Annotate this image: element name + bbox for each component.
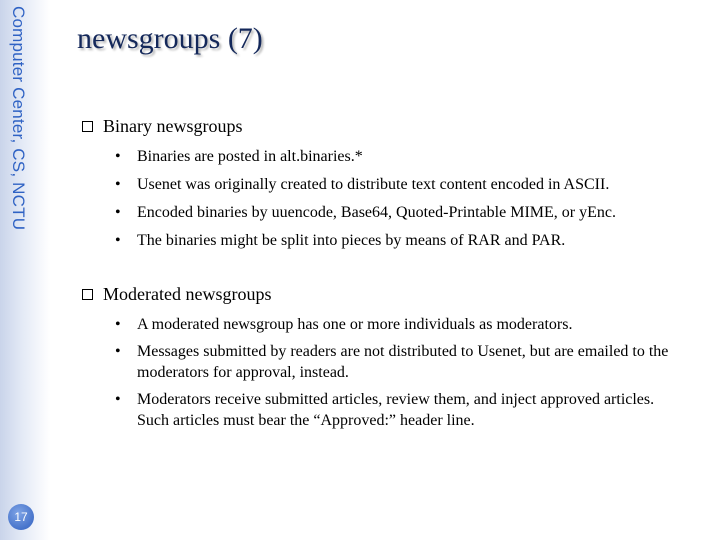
bullet-dot-icon: • [115,204,121,221]
bullet-dot-icon: • [115,343,121,360]
slide-title: newsgroups (7) [77,22,263,55]
section-binary-newsgroups [82,116,616,258]
bullet-list [82,146,616,251]
bullet-dot-icon: • [115,316,121,333]
bullet-text: Encoded binaries by uuencode, Base64, Quoted-Printable MIME, or yEnc. [137,204,616,221]
bullet-text: Messages submitted by readers are not distributed to Usenet, but are emailed to the moderators for approval, instead. [137,343,669,381]
list-item [82,174,616,195]
list-item [82,341,703,383]
bullet-text: Usenet was originally created to distribute text content encoded in ASCII. [137,176,610,193]
section-heading [82,284,703,305]
list-item [82,230,616,251]
bullet-text: A moderated newsgroup has one or more individuals as moderators. [137,316,573,333]
list-item [82,202,616,223]
bullet-text: Moderators receive submitted articles, review them, and inject approved articles. Such articles must bear the “Approved:” header line. [137,391,655,429]
bullet-dot-icon: • [115,148,121,165]
sidebar-org-label: Computer Center, CS, NCTU [9,6,28,231]
sidebar [0,0,50,540]
bullet-dot-icon: • [115,232,121,249]
list-item [82,146,616,167]
bullet-text: Binaries are posted in alt.binaries.* [137,148,363,165]
page-number-badge: 17 [8,504,34,530]
section-heading-text: Binary newsgroups [103,116,243,136]
bullet-text: The binaries might be split into pieces by means of RAR and PAR. [137,232,566,249]
checkbox-bullet-icon [82,121,93,132]
list-item [82,314,703,335]
bullet-dot-icon: • [115,176,121,193]
bullet-list [82,314,703,431]
section-moderated-newsgroups [82,284,703,437]
checkbox-bullet-icon [82,289,93,300]
section-heading [82,116,616,137]
section-heading-text: Moderated newsgroups [103,284,272,304]
bullet-dot-icon: • [115,391,121,408]
list-item [82,389,677,431]
